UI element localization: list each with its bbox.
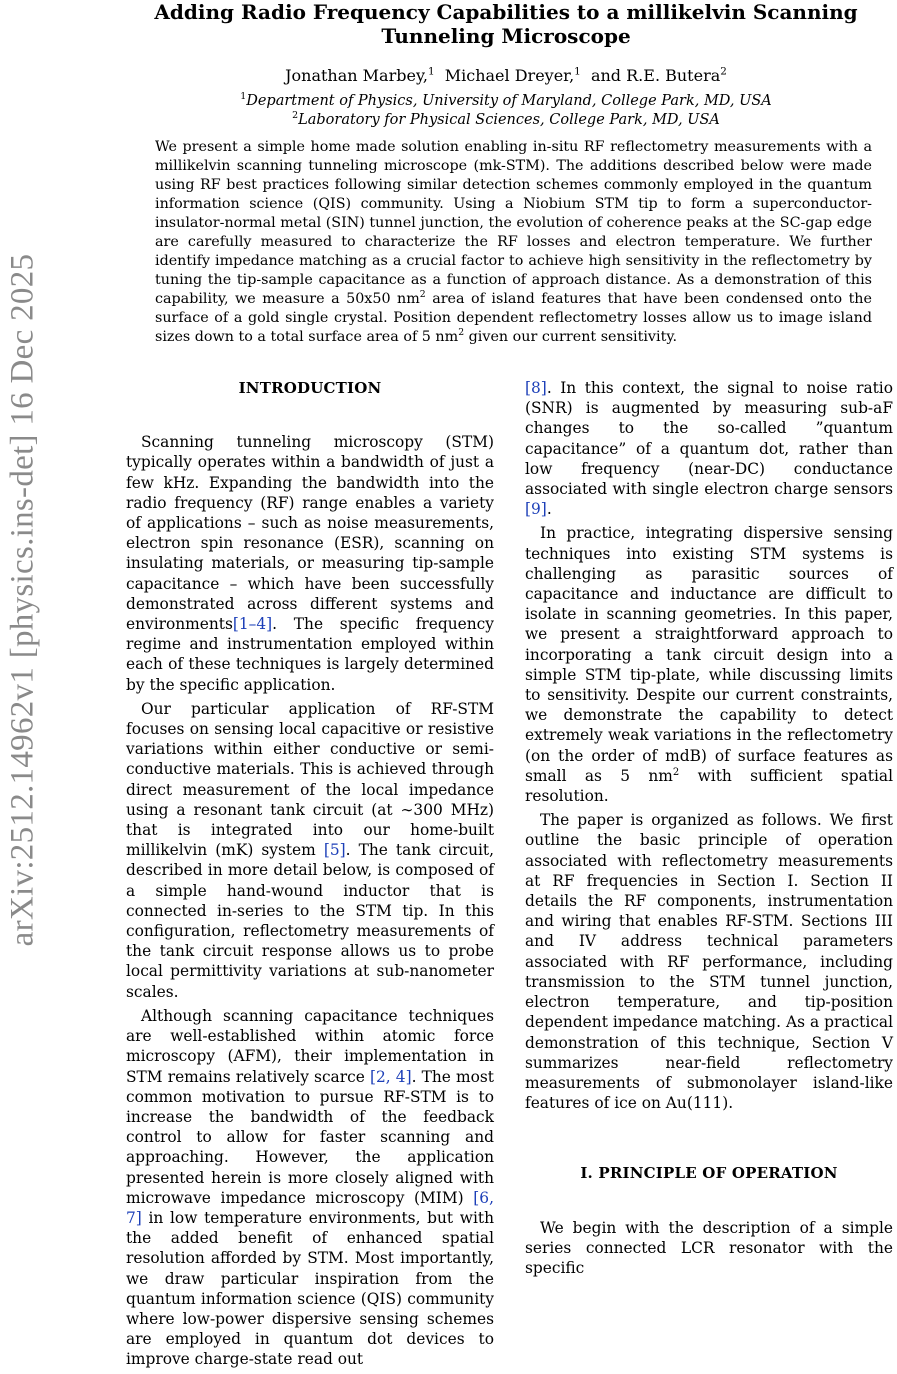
citation-link[interactable]: [6, 7] [126,1188,494,1227]
paragraph: Although scanning capacitance techniques are well-established within atomic force microscopy (AFM), their implementation in STM remains relatively scarce [2, 4]. The most common motivation to pursue RF-STM is to increase the bandwidth of the feedback control to allow for faster scanning and approaching. However, the application presented herein is more closely aligned with microwave impedance microscopy (MIM) [6, 7] in low temperature environments, but with the added benefit of enhanced spatial resolution afforded by STM. Most importantly, we draw particular inspiration from the quantum information science (QIS) community where low-power dispersive sensing schemes are employed in quantum dot devices to improve charge-state read out [126,1006,494,1369]
section-heading-principle-of-operation: I. PRINCIPLE OF OPERATION [580,1164,838,1183]
paragraph: Our particular application of RF-STM focuses on sensing local capacitive or resistive variations within either conductive or semi-conductive materials. This is achieved through direct measurement of the local impedance using a resonant tank circuit (at ∼300 MHz) that is integrated into our home-built millikelvin (mK) system [5]. The tank circuit, described in more detail below, is composed of a simple hand-wound inductor that is connected in-series to the STM tip. In this configuration, reflectometry measurements of the tank circuit response allows us to probe local permittivity variations at sub-nanometer scales. [126,699,494,1001]
author: and R.E. Butera$^2$ [590,65,727,85]
section-heading-introduction: INTRODUCTION [238,379,382,397]
citation-link[interactable]: [2, 4] [369,1067,412,1086]
paragraph: Scanning tunneling microscopy (STM) typically operates within a bandwidth of just a few kHz. Expanding the bandwidth into the radio frequency (RF) range enables a variety of applications – such as noise measurements, electron spin resonance (ESR), scanning on insulating materials, or measuring tip-sample capacitance – which have been successfully demonstrated across different systems and environments[1–4]. The specific frequency regime and instrumentation employed within each of these techniques is largely determined by the specific application. [126,433,494,694]
left-column [126,378,494,1374]
author: Jonathan Marbey,$^1$ [285,65,435,85]
citation-link[interactable]: [8] [525,379,547,397]
abstract: We present a simple home made solution enabling in-situ RF reflectometry measurements with a millikelvin scanning tunneling microscope (mk-STM). The additions described below were made using RF best practices following similar detection schemes commonly employed in the quantum information science (QIS) community. Using a Niobium STM tip to form a superconductor-insulator-normal metal (SIN) tunnel junction, the evolution of coherence peaks at the SC-gap edge are carefully measured to characterize the RF losses and electron temperature. We further identify impedance matching as a crucial factor to achieve high sensitivity in the reflectometry by tuning the tip-sample capacitance as a function of approach distance. As a demonstration of this capability, we measure a 50x50 $nm^2$ area of island features that have been condensed onto the surface of a gold single crystal. Position dependent reflectometry losses allow us to image island sizes down to a total surface area of 5 $nm^2$ given our current sensitivity. [155,139,872,345]
arxiv-id-text: arXiv:2512.14962v1 [physics.ins-det] 16 Dec 2025 [4,253,41,947]
right-column [525,378,893,1282]
citation-link[interactable]: [5] [323,841,346,860]
affiliation: $^1$Department of Physics, University of Maryland, College Park, MD, USA [240,91,772,109]
author: Michael Dreyer,$^1$ [444,65,581,85]
paragraph: In practice, integrating dispersive sensing techniques into existing STM systems is challenging as parasitic sources of capacitance and inductance are difficult to isolate in scanning geometries. In this paper, we present a straightforward approach to incorporating a tank circuit design into a simple STM tip-plate, while discussing limits to sensitivity. Despite our current constraints, we demonstrate the capability to detect extremely weak variations in the reflectometry (on the order of mdB) of surface features as small as 5 $nm^2$ with sufficient spatial resolution. [525,524,894,806]
paragraph-continued: [8]. In this context, the signal to noise ratio (SNR) is augmented by measuring sub-aF changes to the so-called ”quantum capacitance” of a quantum dot, rather than low frequency (near-DC) conductance associated with single electron charge sensors [9]. [525,379,893,519]
arxiv-identifier-stamp [0,225,46,975]
citation-link[interactable]: [1–4] [232,615,273,634]
author-list [100,66,897,86]
paragraph: We begin with the description of a simple series connected LCR resonator with the specific [525,1218,893,1277]
affiliation: $^2$Laboratory for Physical Sciences, College Park, MD, USA [292,110,720,128]
paragraph: The paper is organized as follows. We first outline the basic principle of operation associated with reflectometry measurements at RF frequencies in Section I. Section II details the RF components, instrumentation and wiring that enables RF-STM. Sections III and IV address technical parameters associated with RF performance, including transmission to the STM tunnel junction, electron temperature, and tip-position dependent impedance matching. As a practical demonstration of this technique, Section V summarizes near-field reflectometry measurements of submonolayer island-like features of ice on Au(111). [525,811,893,1113]
paper-title: Adding Radio Frequency Capabilities to a millikelvin Scanning Tunneling Microscope [154,0,858,48]
citation-link[interactable]: [9] [525,500,547,519]
